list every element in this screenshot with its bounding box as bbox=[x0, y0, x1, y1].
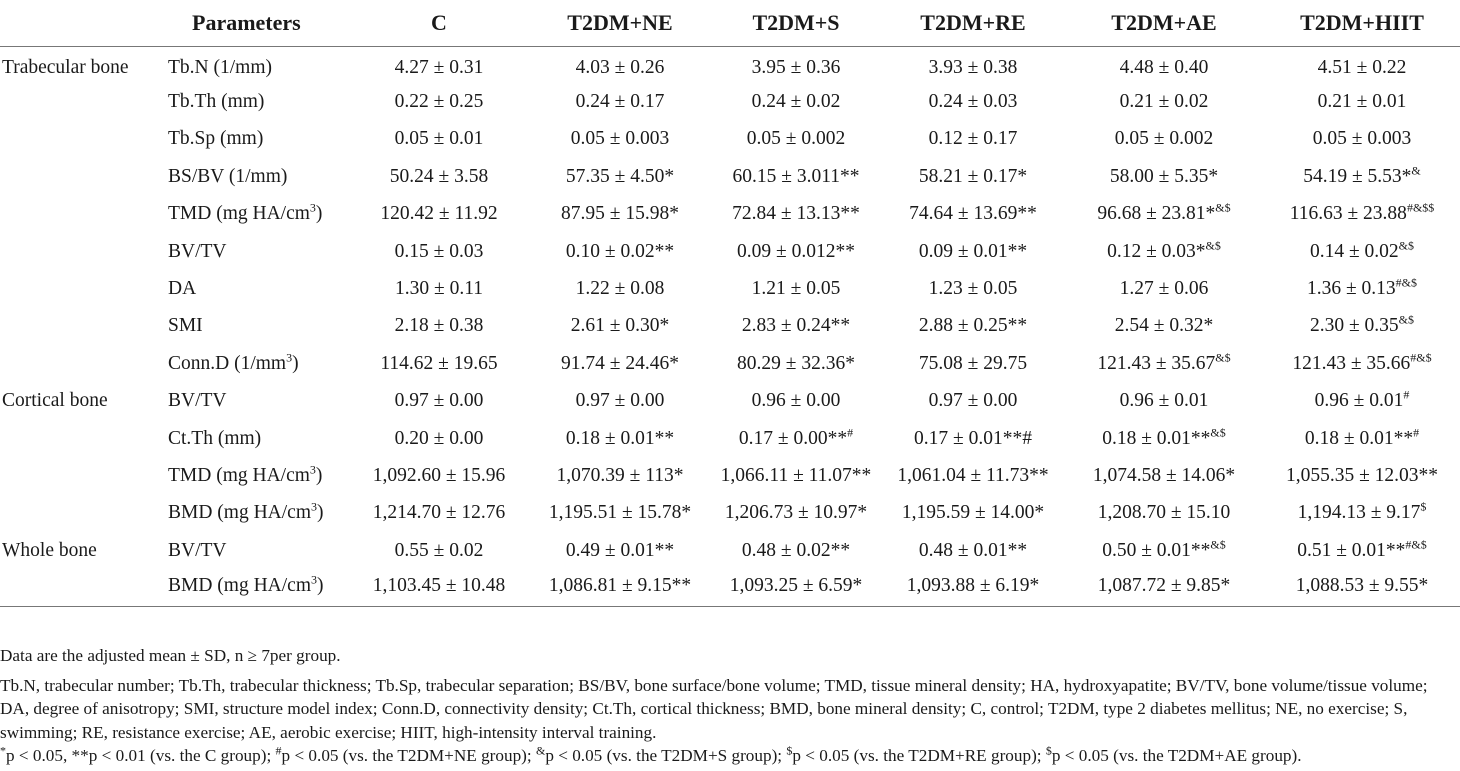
value-text: 0.51 ± 0.01** bbox=[1297, 539, 1406, 561]
value-cell bbox=[1264, 196, 1460, 233]
value-text: 1.27 ± 0.06 bbox=[1119, 278, 1209, 300]
parameter-cell bbox=[162, 569, 348, 606]
value-text: 2.54 ± 0.32* bbox=[1114, 315, 1214, 337]
value-cell bbox=[1264, 121, 1460, 158]
parameter-cell bbox=[162, 233, 348, 270]
value-cell bbox=[882, 532, 1064, 569]
value-cell bbox=[710, 383, 882, 420]
value-cell bbox=[530, 46, 710, 83]
footnote-abbreviations: Tb.N, trabecular number; Tb.Th, trabecular thickness; Tb.Sp, trabecular separation; BS/BV, bone surface/bone volume; TMD, tissue mineral density; HA, hydroxyapatite; BV/TV, bone volume/tissue volume; DA, degree of anisotropy; SMI, structure model index; Conn.D, connectivity density; Ct.Th, cortical thickness; BMD, bone mineral density; C, control; T2DM, type 2 diabetes mellitus; NE, no exercise; S, swimming; RE, resistance exercise; AE, aerobic exercise; HIIT, high-intensity interval training. bbox=[0, 675, 1428, 742]
value-cell bbox=[882, 420, 1064, 457]
value-cell bbox=[530, 121, 710, 158]
column-header: T2DM+RE bbox=[882, 0, 1064, 46]
value-text: 0.10 ± 0.02** bbox=[565, 240, 675, 262]
parameter-superscript: 3 bbox=[286, 350, 293, 365]
value-text: 0.18 ± 0.01** bbox=[565, 427, 675, 449]
parameter-cell bbox=[162, 270, 348, 307]
value-text: 87.95 ± 15.98* bbox=[561, 203, 679, 225]
value-text: 0.14 ± 0.02 bbox=[1309, 240, 1399, 262]
value-cell bbox=[530, 270, 710, 307]
footnote-symbol: # bbox=[275, 743, 282, 758]
value-text: 58.00 ± 5.35* bbox=[1109, 165, 1219, 187]
value-text: 0.05 ± 0.002 bbox=[1114, 128, 1214, 150]
value-text: 0.15 ± 0.03 bbox=[394, 240, 484, 262]
value-cell bbox=[530, 420, 710, 457]
value-text: 1,086.81 ± 9.15** bbox=[548, 574, 692, 596]
value-text: 0.24 ± 0.17 bbox=[575, 91, 665, 113]
value-cell bbox=[882, 308, 1064, 345]
footnote-data-description: Data are the adjusted mean ± SD, n ≥ 7per group. bbox=[0, 646, 341, 665]
value-text: 0.22 ± 0.25 bbox=[394, 91, 484, 113]
value-text: 1.36 ± 0.13 bbox=[1306, 278, 1396, 300]
parameter-cell bbox=[162, 196, 348, 233]
group-label: Cortical bone bbox=[2, 390, 108, 412]
group-cell-empty bbox=[0, 270, 162, 307]
value-cell bbox=[348, 569, 530, 606]
value-cell bbox=[348, 270, 530, 307]
table-row bbox=[0, 457, 1460, 494]
column-header: T2DM+NE bbox=[530, 0, 710, 46]
value-cell bbox=[1264, 270, 1460, 307]
group-cell-empty bbox=[0, 569, 162, 606]
value-text: 1,194.13 ± 9.17 bbox=[1297, 502, 1421, 524]
footnote-segment: p < 0.05 (vs. the T2DM+S group); bbox=[545, 746, 787, 765]
table-row bbox=[0, 121, 1460, 158]
value-cell bbox=[1264, 46, 1460, 83]
value-cell bbox=[1264, 532, 1460, 569]
footnote-segment: p < 0.05 (vs. the T2DM+AE group). bbox=[1051, 746, 1302, 765]
parameter-label-end: ) bbox=[317, 574, 324, 596]
value-text: 0.21 ± 0.01 bbox=[1317, 91, 1407, 113]
value-cell bbox=[710, 158, 882, 195]
value-text: 1,093.88 ± 6.19* bbox=[906, 574, 1040, 596]
value-cell bbox=[710, 121, 882, 158]
value-cell bbox=[348, 383, 530, 420]
value-cell bbox=[530, 457, 710, 494]
value-cell bbox=[710, 196, 882, 233]
significance-marker: &$ bbox=[1215, 350, 1231, 365]
parameter-label: Tb.N (1/mm) bbox=[168, 56, 272, 78]
parameter-cell bbox=[162, 495, 348, 532]
parameter-cell bbox=[162, 457, 348, 494]
value-text: 0.05 ± 0.002 bbox=[746, 128, 846, 150]
table-row bbox=[0, 270, 1460, 307]
value-text: 0.24 ± 0.03 bbox=[928, 91, 1018, 113]
value-text: 74.64 ± 13.69** bbox=[909, 203, 1037, 225]
value-cell bbox=[882, 158, 1064, 195]
table-row bbox=[0, 569, 1460, 606]
value-cell bbox=[882, 457, 1064, 494]
value-text: 3.95 ± 0.36 bbox=[751, 56, 841, 78]
value-cell bbox=[1264, 158, 1460, 195]
value-cell bbox=[710, 495, 882, 532]
value-text: 91.74 ± 24.46* bbox=[561, 352, 679, 374]
value-text: 114.62 ± 19.65 bbox=[380, 352, 498, 374]
value-text: 0.96 ± 0.01 bbox=[1119, 390, 1209, 412]
value-cell bbox=[348, 457, 530, 494]
value-cell bbox=[882, 83, 1064, 120]
value-text: 2.83 ± 0.24** bbox=[741, 315, 851, 337]
parameter-label-end: ) bbox=[315, 464, 323, 486]
group-cell-empty bbox=[0, 158, 162, 195]
footnote-symbol: * bbox=[0, 743, 6, 758]
value-text: 1,195.51 ± 15.78* bbox=[548, 502, 692, 524]
value-cell bbox=[882, 46, 1064, 83]
parameter-cell bbox=[162, 308, 348, 345]
parameter-label: DA bbox=[168, 278, 197, 300]
group-cell-empty bbox=[0, 121, 162, 158]
value-text: 1,092.60 ± 15.96 bbox=[372, 464, 506, 486]
value-text: 0.48 ± 0.01** bbox=[918, 539, 1028, 561]
value-text: 0.12 ± 0.17 bbox=[928, 128, 1018, 150]
significance-marker: $ bbox=[1420, 499, 1427, 514]
significance-marker: &$ bbox=[1215, 200, 1231, 215]
value-text: 1.30 ± 0.11 bbox=[395, 278, 483, 300]
significance-marker: & bbox=[1411, 163, 1421, 178]
value-text: 0.17 ± 0.00** bbox=[738, 427, 848, 449]
value-text: 3.93 ± 0.38 bbox=[928, 56, 1018, 78]
value-cell bbox=[1064, 420, 1264, 457]
value-text: 1,070.39 ± 113* bbox=[556, 464, 684, 486]
value-cell bbox=[710, 457, 882, 494]
value-cell bbox=[882, 121, 1064, 158]
value-cell bbox=[1064, 158, 1264, 195]
column-header: C bbox=[348, 0, 530, 46]
value-text: 0.97 ± 0.00 bbox=[394, 390, 484, 412]
value-cell bbox=[710, 569, 882, 606]
parameter-superscript: 3 bbox=[311, 572, 317, 587]
table-row bbox=[0, 46, 1460, 83]
parameter-cell bbox=[162, 532, 348, 569]
significance-marker: &$ bbox=[1210, 425, 1226, 440]
significance-marker: &$ bbox=[1398, 238, 1415, 253]
footnote-segment: p < 0.05 (vs. the T2DM+NE group); bbox=[281, 746, 536, 765]
table-row bbox=[0, 233, 1460, 270]
group-cell-empty bbox=[0, 345, 162, 382]
table-row bbox=[0, 532, 1460, 569]
value-cell bbox=[1264, 308, 1460, 345]
value-text: 0.96 ± 0.01 bbox=[1314, 390, 1404, 412]
parameter-label: Conn.D (1/mm bbox=[168, 352, 287, 374]
value-text: 1,206.73 ± 10.97* bbox=[724, 502, 868, 524]
value-text: 0.09 ± 0.012** bbox=[737, 240, 855, 262]
value-text: 0.12 ± 0.03* bbox=[1107, 240, 1206, 262]
value-text: 57.35 ± 4.50* bbox=[565, 165, 675, 187]
parameter-label: TMD (mg HA/cm bbox=[168, 203, 310, 225]
value-cell bbox=[348, 46, 530, 83]
column-header: T2DM+AE bbox=[1064, 0, 1264, 46]
value-text: 1.22 ± 0.08 bbox=[575, 278, 665, 300]
footnote-symbol: $ bbox=[786, 743, 793, 758]
table-body bbox=[0, 46, 1460, 607]
value-cell bbox=[1264, 83, 1460, 120]
parameter-label-end: ) bbox=[315, 203, 323, 225]
significance-marker: #&$ bbox=[1410, 350, 1432, 365]
table-row bbox=[0, 308, 1460, 345]
value-cell bbox=[1264, 383, 1460, 420]
value-text: 0.21 ± 0.02 bbox=[1119, 91, 1209, 113]
value-cell bbox=[710, 83, 882, 120]
value-text: 0.48 ± 0.02** bbox=[741, 539, 851, 561]
value-text: 0.05 ± 0.003 bbox=[1312, 128, 1412, 150]
significance-marker: # bbox=[1403, 387, 1410, 402]
value-cell bbox=[1264, 420, 1460, 457]
value-text: 0.05 ± 0.003 bbox=[570, 128, 670, 150]
value-cell bbox=[1064, 495, 1264, 532]
group-label: Trabecular bone bbox=[2, 56, 129, 78]
value-cell bbox=[1064, 270, 1264, 307]
table-header-row bbox=[0, 0, 1460, 46]
value-text: 58.21 ± 0.17* bbox=[918, 165, 1028, 187]
group-label: Whole bone bbox=[2, 539, 97, 561]
group-cell-empty bbox=[0, 83, 162, 120]
value-cell bbox=[530, 532, 710, 569]
value-text: 4.48 ± 0.40 bbox=[1119, 56, 1209, 78]
table-row bbox=[0, 383, 1460, 420]
group-cell-empty bbox=[0, 457, 162, 494]
value-cell bbox=[348, 345, 530, 382]
group-cell-empty bbox=[0, 233, 162, 270]
parameter-label: BMD (mg HA/cm bbox=[168, 502, 311, 524]
value-cell bbox=[530, 495, 710, 532]
value-text: 1,061.04 ± 11.73** bbox=[897, 464, 1049, 486]
footnote-significance bbox=[0, 744, 1460, 768]
significance-marker: #&$$ bbox=[1406, 200, 1435, 215]
value-text: 1,074.58 ± 14.06* bbox=[1092, 464, 1236, 486]
value-cell bbox=[710, 46, 882, 83]
significance-marker: # bbox=[847, 425, 854, 440]
parameter-label: BV/TV bbox=[168, 539, 227, 561]
value-cell bbox=[1064, 569, 1264, 606]
value-cell bbox=[1264, 345, 1460, 382]
value-cell bbox=[530, 308, 710, 345]
value-text: 50.24 ± 3.58 bbox=[389, 165, 489, 187]
parameter-label: BMD (mg HA/cm bbox=[168, 574, 311, 596]
parameter-superscript: 3 bbox=[309, 462, 316, 477]
value-cell bbox=[1064, 46, 1264, 83]
value-cell bbox=[530, 383, 710, 420]
value-cell bbox=[710, 308, 882, 345]
value-text: 2.18 ± 0.38 bbox=[394, 315, 484, 337]
value-cell bbox=[710, 532, 882, 569]
parameter-label: BV/TV bbox=[168, 240, 227, 262]
value-cell bbox=[882, 345, 1064, 382]
footnote-segment: p < 0.05, **p < 0.01 (vs. the C group); bbox=[6, 746, 276, 765]
value-cell bbox=[1264, 569, 1460, 606]
table-row bbox=[0, 495, 1460, 532]
value-cell bbox=[1264, 457, 1460, 494]
value-text: 0.97 ± 0.00 bbox=[575, 390, 665, 412]
value-cell bbox=[1064, 457, 1264, 494]
value-cell bbox=[530, 158, 710, 195]
parameter-cell bbox=[162, 158, 348, 195]
significance-marker: &$ bbox=[1205, 238, 1221, 253]
value-text: 0.96 ± 0.00 bbox=[751, 390, 841, 412]
value-cell bbox=[348, 420, 530, 457]
value-cell bbox=[530, 233, 710, 270]
value-cell bbox=[1264, 495, 1460, 532]
value-cell bbox=[1064, 196, 1264, 233]
value-text: 1,195.59 ± 14.00* bbox=[901, 502, 1045, 524]
value-text: 121.43 ± 35.66 bbox=[1292, 352, 1411, 374]
value-cell bbox=[530, 345, 710, 382]
parameter-label: SMI bbox=[168, 315, 203, 337]
value-text: 54.19 ± 5.53* bbox=[1303, 165, 1412, 187]
value-text: 4.03 ± 0.26 bbox=[575, 56, 665, 78]
column-header: T2DM+S bbox=[710, 0, 882, 46]
parameter-label-end: ) bbox=[317, 502, 324, 524]
value-text: 0.20 ± 0.00 bbox=[394, 427, 484, 449]
significance-marker: # bbox=[1413, 425, 1420, 440]
value-text: 60.15 ± 3.011** bbox=[732, 165, 860, 187]
parameter-label-end: ) bbox=[292, 352, 299, 374]
value-text: 121.43 ± 35.67 bbox=[1097, 352, 1216, 374]
value-cell bbox=[1064, 121, 1264, 158]
significance-marker: #&$ bbox=[1405, 537, 1427, 552]
value-cell bbox=[1064, 345, 1264, 382]
value-cell bbox=[530, 569, 710, 606]
parameter-superscript: 3 bbox=[311, 499, 317, 514]
parameter-label: Ct.Th (mm) bbox=[168, 427, 262, 449]
column-header: T2DM+HIIT bbox=[1264, 0, 1460, 46]
value-text: 1,093.25 ± 6.59* bbox=[729, 574, 863, 596]
value-cell bbox=[1064, 383, 1264, 420]
value-cell bbox=[348, 495, 530, 532]
value-cell bbox=[882, 569, 1064, 606]
value-text: 80.29 ± 32.36* bbox=[737, 352, 855, 374]
value-text: 1,055.35 ± 12.03** bbox=[1285, 464, 1439, 486]
parameter-cell bbox=[162, 383, 348, 420]
value-text: 116.63 ± 23.88 bbox=[1289, 203, 1407, 225]
footnote-symbol: & bbox=[535, 743, 546, 758]
value-cell bbox=[348, 121, 530, 158]
value-text: 4.51 ± 0.22 bbox=[1317, 56, 1407, 78]
value-text: 0.49 ± 0.01** bbox=[565, 539, 675, 561]
significance-marker: &$ bbox=[1398, 312, 1415, 327]
value-text: 1,088.53 ± 9.55* bbox=[1295, 574, 1429, 596]
value-text: 96.68 ± 23.81* bbox=[1097, 203, 1216, 225]
value-cell bbox=[348, 308, 530, 345]
value-cell bbox=[530, 196, 710, 233]
table-row bbox=[0, 83, 1460, 120]
table-row bbox=[0, 196, 1460, 233]
significance-marker: &$ bbox=[1210, 537, 1226, 552]
parameter-label: Tb.Sp (mm) bbox=[168, 128, 264, 150]
group-cell-empty bbox=[0, 495, 162, 532]
value-text: 72.84 ± 13.13** bbox=[732, 203, 860, 225]
significance-marker: #&$ bbox=[1395, 275, 1418, 290]
value-cell bbox=[530, 83, 710, 120]
value-text: 0.24 ± 0.02 bbox=[751, 91, 841, 113]
value-cell bbox=[348, 196, 530, 233]
parameter-label: Tb.Th (mm) bbox=[168, 91, 265, 113]
column-header: Parameters bbox=[162, 0, 348, 46]
parameter-cell bbox=[162, 121, 348, 158]
value-text: 1,087.72 ± 9.85* bbox=[1097, 574, 1231, 596]
value-text: 1,208.70 ± 15.10 bbox=[1097, 502, 1231, 524]
parameter-label: BV/TV bbox=[168, 390, 227, 412]
value-text: 2.30 ± 0.35 bbox=[1309, 315, 1399, 337]
value-cell bbox=[348, 83, 530, 120]
value-cell bbox=[710, 270, 882, 307]
group-cell-empty bbox=[0, 308, 162, 345]
value-text: 0.55 ± 0.02 bbox=[394, 539, 484, 561]
value-text: 1,066.11 ± 11.07** bbox=[720, 464, 872, 486]
parameter-label: BS/BV (1/mm) bbox=[168, 165, 288, 187]
value-text: 0.09 ± 0.01** bbox=[918, 240, 1028, 262]
group-cell-empty bbox=[0, 196, 162, 233]
table-footnotes bbox=[0, 644, 1460, 768]
group-cell-empty bbox=[0, 420, 162, 457]
value-cell bbox=[1064, 233, 1264, 270]
value-text: 0.17 ± 0.01**# bbox=[914, 427, 1032, 449]
footnote-symbol: $ bbox=[1045, 743, 1052, 758]
value-text: 0.05 ± 0.01 bbox=[394, 128, 484, 150]
table-row bbox=[0, 345, 1460, 382]
value-cell bbox=[710, 420, 882, 457]
value-text: 2.61 ± 0.30* bbox=[570, 315, 670, 337]
table-row bbox=[0, 420, 1460, 457]
value-cell bbox=[882, 233, 1064, 270]
value-cell bbox=[1064, 308, 1264, 345]
value-text: 0.18 ± 0.01** bbox=[1304, 427, 1414, 449]
value-cell bbox=[882, 495, 1064, 532]
value-text: 0.50 ± 0.01** bbox=[1102, 539, 1211, 561]
value-cell bbox=[1264, 233, 1460, 270]
value-text: 1.23 ± 0.05 bbox=[928, 278, 1018, 300]
value-text: 1,103.45 ± 10.48 bbox=[372, 574, 506, 596]
value-text: 0.97 ± 0.00 bbox=[928, 390, 1018, 412]
value-text: 120.42 ± 11.92 bbox=[380, 203, 498, 225]
value-text: 0.18 ± 0.01** bbox=[1102, 427, 1211, 449]
value-cell bbox=[710, 233, 882, 270]
value-cell bbox=[348, 158, 530, 195]
parameter-superscript: 3 bbox=[309, 200, 316, 215]
parameter-cell bbox=[162, 83, 348, 120]
value-text: 4.27 ± 0.31 bbox=[394, 56, 484, 78]
value-cell bbox=[882, 383, 1064, 420]
value-cell bbox=[348, 532, 530, 569]
parameter-label: TMD (mg HA/cm bbox=[168, 464, 310, 486]
table-row bbox=[0, 158, 1460, 195]
footnote-segment: p < 0.05 (vs. the T2DM+RE group); bbox=[792, 746, 1046, 765]
value-cell bbox=[882, 270, 1064, 307]
value-cell bbox=[1064, 83, 1264, 120]
value-cell bbox=[1064, 532, 1264, 569]
parameter-cell bbox=[162, 46, 348, 83]
parameter-cell bbox=[162, 420, 348, 457]
parameter-cell bbox=[162, 345, 348, 382]
group-column-header bbox=[0, 0, 162, 46]
value-text: 1,214.70 ± 12.76 bbox=[372, 502, 506, 524]
value-text: 1.21 ± 0.05 bbox=[751, 278, 841, 300]
value-cell bbox=[882, 196, 1064, 233]
value-text: 2.88 ± 0.25** bbox=[918, 315, 1028, 337]
value-cell bbox=[710, 345, 882, 382]
value-cell bbox=[348, 233, 530, 270]
value-text: 75.08 ± 29.75 bbox=[918, 352, 1028, 374]
